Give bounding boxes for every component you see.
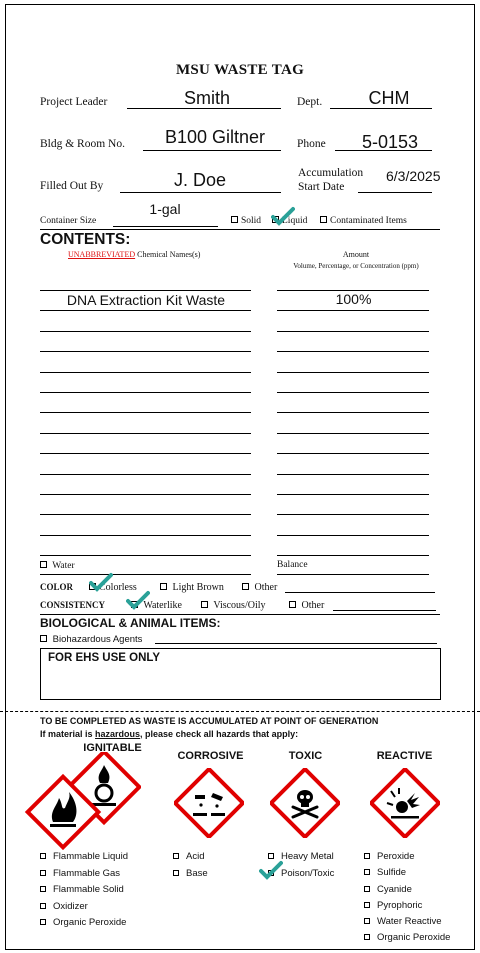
chemical-name-line bbox=[40, 514, 251, 515]
biohazardous-line bbox=[155, 643, 437, 644]
waterlike-label: Waterlike bbox=[143, 600, 182, 611]
solid-option[interactable] bbox=[231, 216, 261, 226]
ehs-use-box bbox=[40, 648, 441, 700]
chemical-name-line bbox=[40, 555, 251, 556]
consistency-label: CONSISTENCY bbox=[40, 600, 106, 610]
amount-line bbox=[277, 453, 429, 454]
color-label: COLOR bbox=[40, 582, 74, 592]
amount-line bbox=[277, 372, 429, 373]
chemical-name-line bbox=[40, 331, 251, 332]
organic-peroxide-label: Organic Peroxide bbox=[53, 917, 127, 928]
ignitable-list bbox=[40, 851, 128, 934]
instructions-line1: TO BE COMPLETED AS WASTE IS ACCUMULATED AT POINT OF GENERATION bbox=[40, 716, 379, 726]
base-option[interactable] bbox=[173, 868, 208, 885]
filled-by-line bbox=[120, 192, 281, 193]
water-reactive-checkbox[interactable] bbox=[364, 918, 370, 924]
instructions-post: , please check all hazards that apply: bbox=[140, 729, 299, 739]
chemical-name-line bbox=[40, 433, 251, 434]
reactive-organic-peroxide-label: Organic Peroxide bbox=[377, 932, 451, 944]
colorless-check-icon bbox=[89, 572, 113, 592]
water-label: Water bbox=[52, 561, 75, 571]
amount-subheader: Volume, Percentage, or Concentration (ppm) bbox=[293, 262, 419, 270]
container-size-line bbox=[113, 226, 218, 227]
oxidizer-option[interactable] bbox=[40, 901, 128, 918]
waterlike-check-icon bbox=[126, 590, 150, 610]
amount-line bbox=[277, 412, 429, 413]
biohazardous-label: Biohazardous Agents bbox=[52, 634, 143, 645]
amount-line bbox=[277, 514, 429, 515]
acid-checkbox[interactable] bbox=[173, 853, 179, 859]
start-date-field[interactable]: 6/3/2025 bbox=[386, 168, 441, 184]
chemical-name-line bbox=[40, 474, 251, 475]
unabbreviated-label: UNABBREVIATED bbox=[68, 250, 136, 259]
cut-line bbox=[0, 711, 480, 712]
skull-crossbones-icon bbox=[270, 768, 340, 838]
colorless-label: Colorless bbox=[99, 582, 137, 593]
cyanide-checkbox[interactable] bbox=[364, 886, 370, 892]
cyanide-label: Cyanide bbox=[377, 883, 412, 895]
bldg-line bbox=[143, 150, 281, 151]
start-date-line bbox=[358, 192, 432, 193]
corrosive-icon bbox=[174, 768, 244, 838]
contaminated-checkbox[interactable] bbox=[320, 216, 327, 223]
viscous-checkbox[interactable] bbox=[201, 601, 208, 608]
biohazardous-checkbox[interactable] bbox=[40, 635, 47, 642]
bldg-label: Bldg & Room No. bbox=[40, 138, 125, 150]
water-option[interactable] bbox=[40, 561, 75, 571]
chemical-names-header bbox=[68, 250, 200, 259]
light-brown-label: Light Brown bbox=[172, 582, 224, 593]
base-checkbox[interactable] bbox=[173, 870, 179, 876]
acid-option[interactable] bbox=[173, 851, 208, 868]
filled-by-field[interactable]: J. Doe bbox=[173, 170, 227, 190]
ignitable-title: IGNITABLE bbox=[83, 742, 142, 754]
flammable-gas-label: Flammable Gas bbox=[53, 867, 121, 879]
corrosive-list bbox=[173, 851, 208, 884]
sulfide-label: Sulfide bbox=[377, 867, 407, 879]
filled-by-label: Filled Out By bbox=[40, 180, 104, 192]
amount-line bbox=[277, 351, 429, 352]
chemical-name-line bbox=[40, 535, 251, 536]
acid-label: Acid bbox=[186, 851, 205, 862]
amount-line bbox=[277, 310, 429, 311]
solid-checkbox[interactable] bbox=[231, 216, 238, 223]
amount-line bbox=[277, 474, 429, 475]
pyrophoric-checkbox[interactable] bbox=[364, 902, 370, 908]
consistency-other-option[interactable] bbox=[289, 600, 324, 611]
reactive-organic-peroxide-option[interactable] bbox=[364, 932, 450, 948]
chemical-names-label: Chemical Names(s) bbox=[135, 250, 201, 259]
exploding-bomb-icon bbox=[370, 768, 440, 838]
liquid-check-icon bbox=[271, 206, 295, 226]
amount-line bbox=[277, 433, 429, 434]
amount-line bbox=[277, 555, 429, 556]
sulfide-option[interactable] bbox=[364, 867, 450, 883]
chemical-name-line bbox=[40, 494, 251, 495]
flammable-liquid-option[interactable] bbox=[40, 851, 128, 868]
flammable-solid-label: Flammable Solid bbox=[53, 884, 124, 895]
instructions-pre: If material is bbox=[40, 729, 96, 739]
consistency-viscous-option[interactable] bbox=[201, 600, 266, 611]
start-date-label: Start Date bbox=[298, 181, 345, 193]
dept-label: Dept. bbox=[297, 96, 323, 108]
peroxide-checkbox[interactable] bbox=[364, 853, 370, 859]
chemical-name-line bbox=[40, 412, 251, 413]
base-label: Base bbox=[186, 867, 208, 879]
chemical-name-line bbox=[40, 310, 251, 311]
flammable-gas-checkbox[interactable] bbox=[40, 870, 46, 876]
solid-label: Solid bbox=[241, 216, 262, 226]
sulfide-checkbox[interactable] bbox=[364, 869, 370, 875]
flammable-gas-option[interactable] bbox=[40, 868, 128, 885]
cyanide-option[interactable] bbox=[364, 884, 450, 900]
ignitable-pictograms bbox=[23, 752, 141, 852]
color-other-label: Other bbox=[254, 582, 278, 593]
peroxide-label: Peroxide bbox=[377, 851, 415, 862]
water-line bbox=[40, 574, 251, 575]
pyrophoric-option[interactable] bbox=[364, 900, 450, 916]
container-size-label: Container Size bbox=[40, 216, 97, 226]
flammable-liquid-label: Flammable Liquid bbox=[53, 851, 128, 862]
organic-peroxide-checkbox[interactable] bbox=[40, 919, 46, 925]
project-leader-label: Project Leader bbox=[40, 96, 108, 108]
amount-line bbox=[277, 392, 429, 393]
reactive-list bbox=[364, 851, 450, 949]
container-divider bbox=[40, 229, 440, 230]
biohazardous-option[interactable] bbox=[40, 634, 142, 645]
contents-heading: CONTENTS: bbox=[40, 231, 131, 248]
chemical-name-line bbox=[40, 372, 251, 373]
project-leader-field[interactable]: Smith bbox=[183, 88, 230, 108]
color-other-line bbox=[285, 592, 435, 593]
color-other-checkbox[interactable] bbox=[242, 583, 249, 590]
accumulation-label: Accumulation bbox=[298, 167, 364, 179]
flammable-solid-checkbox[interactable] bbox=[40, 886, 46, 892]
dept-field[interactable]: CHM bbox=[368, 88, 410, 108]
flammable-liquid-checkbox[interactable] bbox=[40, 853, 46, 859]
consistency-other-label: Other bbox=[301, 600, 325, 611]
heavy-metal-label: Heavy Metal bbox=[281, 851, 334, 862]
chemical-name-line bbox=[40, 453, 251, 454]
amount-line bbox=[277, 535, 429, 536]
organic-peroxide-option[interactable] bbox=[40, 917, 128, 934]
consistency-divider bbox=[40, 614, 440, 615]
phone-field[interactable]: 5-0153 bbox=[361, 132, 419, 152]
amount-line bbox=[277, 331, 429, 332]
poison-toxic-check-icon bbox=[259, 860, 283, 880]
instructions-underlined: hazardous bbox=[95, 729, 141, 739]
chemical-name-line bbox=[40, 392, 251, 393]
ehs-use-label: FOR EHS USE ONLY bbox=[48, 652, 161, 664]
balance-label: Balance bbox=[277, 560, 308, 570]
poison-toxic-label: Poison/Toxic bbox=[281, 867, 335, 879]
phone-label: Phone bbox=[297, 138, 326, 150]
heavy-metal-checkbox[interactable] bbox=[268, 853, 274, 859]
toxic-title: TOXIC bbox=[288, 750, 323, 762]
peroxide-option[interactable] bbox=[364, 851, 450, 867]
contaminated-label: Contaminated Items bbox=[330, 216, 407, 226]
water-reactive-label: Water Reactive bbox=[377, 916, 442, 928]
amount-header: Amount bbox=[342, 250, 370, 259]
amount-line bbox=[277, 494, 429, 495]
bio-heading: BIOLOGICAL & ANIMAL ITEMS: bbox=[40, 616, 221, 630]
viscous-label: Viscous/Oily bbox=[213, 600, 266, 611]
corrosive-title: CORROSIVE bbox=[177, 750, 244, 762]
oxidizer-label: Oxidizer bbox=[53, 900, 88, 912]
amount-cell[interactable]: 100% bbox=[335, 291, 372, 307]
page-title: MSU WASTE TAG bbox=[175, 62, 305, 78]
reactive-title: REACTIVE bbox=[376, 750, 433, 762]
pyrophoric-label: Pyrophoric bbox=[377, 899, 423, 911]
instructions-line2 bbox=[40, 729, 298, 739]
chemical-name-line bbox=[40, 290, 251, 291]
water-checkbox[interactable] bbox=[40, 561, 47, 568]
chemical-name-line bbox=[40, 351, 251, 352]
light-brown-checkbox[interactable] bbox=[160, 583, 167, 590]
chemical-name-cell[interactable]: DNA Extraction Kit Waste bbox=[66, 292, 226, 308]
bldg-field[interactable]: B100 Giltner bbox=[164, 127, 266, 147]
color-other-option[interactable] bbox=[242, 582, 277, 593]
consistency-other-line bbox=[333, 610, 436, 611]
oxidizer-checkbox[interactable] bbox=[40, 903, 46, 909]
flammable-solid-option[interactable] bbox=[40, 884, 128, 901]
water-reactive-option[interactable] bbox=[364, 916, 450, 932]
reactive-organic-peroxide-checkbox[interactable] bbox=[364, 934, 370, 940]
liquid-label: Liquid bbox=[282, 216, 308, 226]
consistency-other-checkbox[interactable] bbox=[289, 601, 296, 608]
contaminated-option[interactable] bbox=[320, 216, 407, 226]
container-size-field[interactable]: 1-gal bbox=[149, 201, 181, 217]
balance-line bbox=[277, 574, 429, 575]
color-light-brown-option[interactable] bbox=[160, 582, 224, 593]
